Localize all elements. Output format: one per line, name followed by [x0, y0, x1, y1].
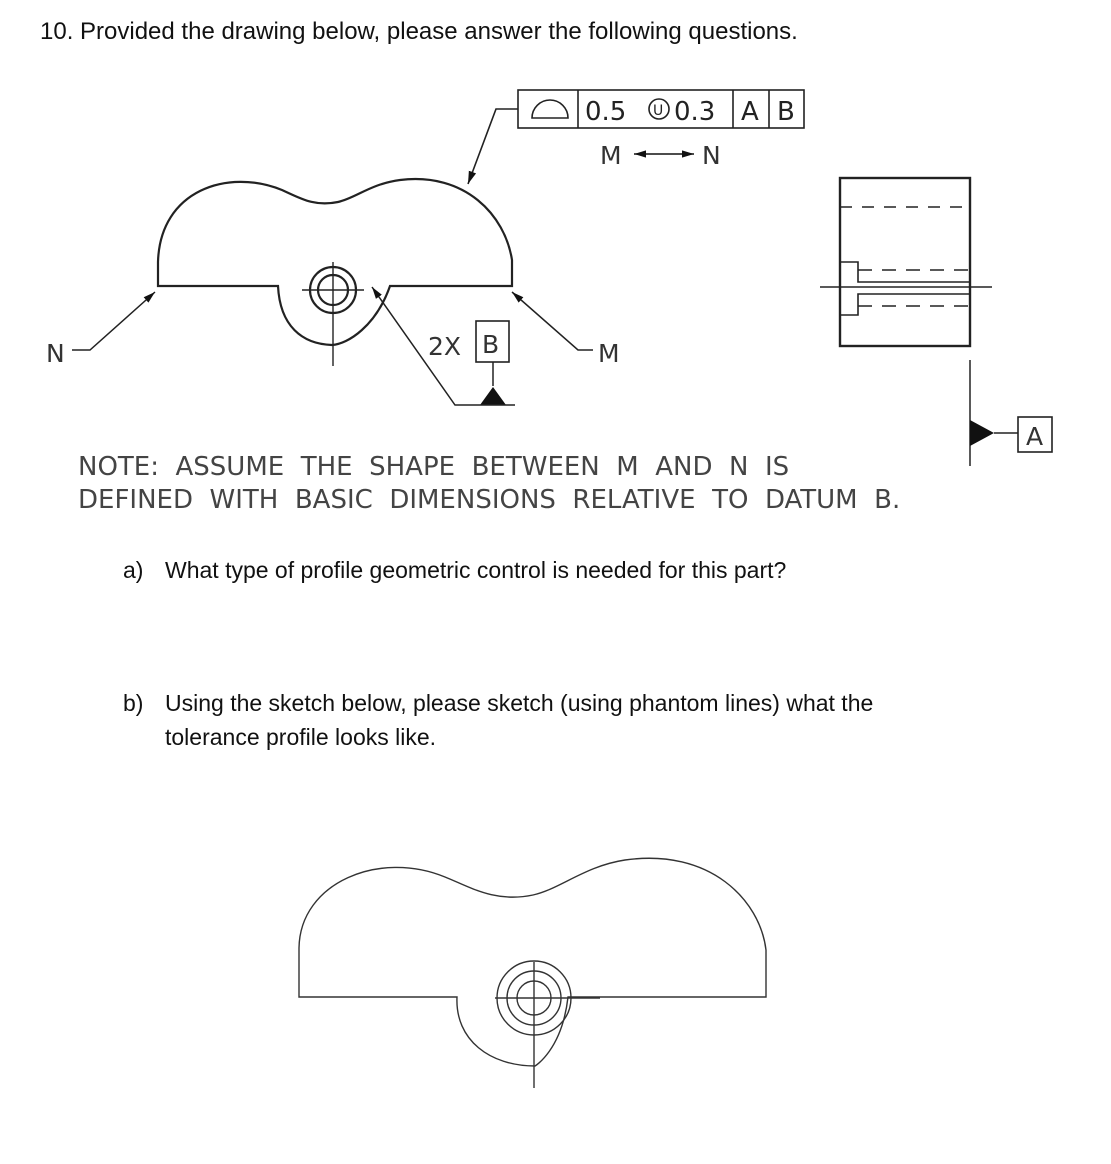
label-n: N — [46, 339, 65, 368]
part-a-label: a) — [123, 557, 144, 583]
datum-a-triangle-icon — [970, 420, 994, 446]
question-title: 10. Provided the drawing below, please answer the following questions. — [40, 18, 798, 45]
fcf-datum-a: A — [741, 97, 759, 127]
between-to: N — [702, 141, 721, 170]
fcf-tolerance: 0.5 — [585, 97, 627, 127]
part-b-text-line-2: tolerance profile looks like. — [165, 724, 437, 750]
fcf-modifier: U — [653, 103, 664, 119]
leader-n — [72, 292, 155, 350]
fcf-unequal-value: 0.3 — [674, 97, 716, 127]
part-b-text-line-1: Using the sketch below, please sketch (using phantom lines) what the — [165, 690, 874, 716]
label-m: M — [598, 339, 620, 368]
part-a-text: What type of profile geometric control is needed for this part? — [165, 557, 787, 583]
datum-b-letter: B — [482, 330, 500, 359]
part-b-label: b) — [123, 690, 144, 716]
profile-of-surface-icon — [532, 100, 568, 118]
leader-m — [512, 292, 593, 350]
part-side-view — [820, 178, 992, 346]
note-line-1: NOTE: ASSUME THE SHAPE BETWEEN M AND N IS — [78, 452, 790, 482]
between-from: M — [600, 141, 622, 170]
part-centerlines — [302, 262, 364, 366]
datum-a-letter: A — [1026, 422, 1044, 451]
fcf-datum-b: B — [777, 97, 795, 127]
datum-b-triangle-icon — [480, 387, 506, 405]
sketch-outline — [299, 858, 766, 1088]
datum-b-count: 2X — [428, 332, 462, 361]
part-front-view — [158, 179, 512, 345]
fcf-leader — [468, 109, 518, 184]
note-line-2: DEFINED WITH BASIC DIMENSIONS RELATIVE TO DATUM B. — [78, 485, 901, 515]
